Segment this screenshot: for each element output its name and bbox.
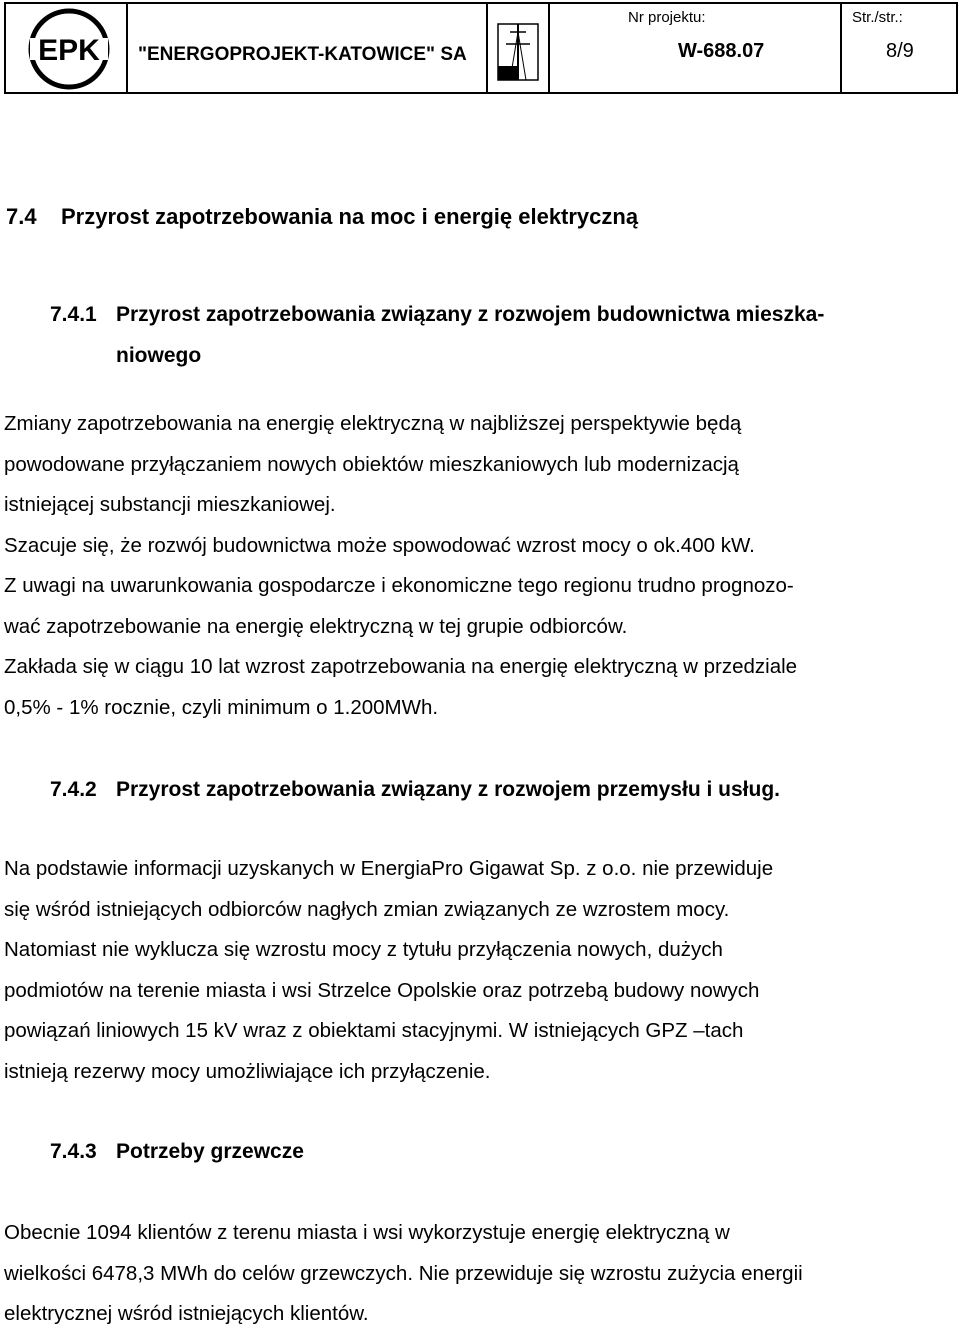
paragraph-industry: [4, 849, 916, 1092]
subsection-title-line: Przyrost zapotrzebowania związany z rozwojem budownictwa mieszka-: [116, 303, 825, 326]
text-line: Zmiany zapotrzebowania na energię elektryczną w najbliższej perspektywie będą: [4, 412, 742, 435]
epk-logo: [26, 8, 112, 90]
subsection-title: Przyrost zapotrzebowania związany z rozwojem przemysłu i usług.: [116, 778, 780, 801]
text-line: Natomiast nie wyklucza się wzrostu mocy z tytułu przyłączenia nowych, dużych: [4, 938, 723, 961]
text-line: Na podstawie informacji uzyskanych w EnergiaPro Gigawat Sp. z o.o. nie przewiduje: [4, 857, 774, 880]
text-line: istniejącej substancji mieszkaniowej.: [4, 493, 336, 516]
text-line: Z uwagi na uwarunkowania gospodarcze i ekonomiczne tego regionu trudno prognozo-: [4, 574, 794, 597]
subsection-title: Potrzeby grzewcze: [116, 1140, 304, 1163]
section-title: Przyrost zapotrzebowania na moc i energię elektryczną: [61, 204, 639, 229]
page-cell: [842, 4, 956, 92]
page-label: Str./str.:: [852, 9, 903, 26]
project-number: W-688.07: [678, 40, 765, 62]
text-line: elektrycznej wśród istniejących klientów.: [4, 1302, 369, 1325]
project-label: Nr projektu:: [628, 9, 706, 26]
section-number: 7.4: [6, 204, 37, 229]
document-header: [4, 2, 958, 94]
subsection-heading-3: [50, 1140, 304, 1164]
text-line: Szacuje się, że rozwój budownictwa może spowodować wzrost mocy o ok.400 kW.: [4, 533, 755, 557]
logo-cell: [6, 4, 128, 92]
text-line: podmiotów na terenie miasta i wsi Strzelce Opolskie oraz potrzebą budowy nowych: [4, 978, 760, 1002]
section-heading: [6, 204, 638, 230]
paragraph-housing: [4, 404, 916, 728]
subsection-heading-1: [50, 294, 860, 376]
text-line: wać zapotrzebowanie na energię elektryczną w tej grupie odbiorców.: [4, 614, 628, 638]
page-number: 8/9: [886, 40, 914, 62]
text-line: się wśród istniejących odbiorców nagłych zmian związanych ze wzrostem mocy.: [4, 897, 730, 921]
tower-emblem-icon: [496, 22, 540, 84]
svg-text:EPK: EPK: [38, 34, 100, 67]
subsection-number: 7.4.3: [50, 1140, 97, 1163]
subsection-heading-2: [50, 778, 780, 802]
text-line: Zakłada się w ciągu 10 lat wzrost zapotrzebowania na energię elektryczną w przedziale: [4, 655, 798, 678]
company-cell: [128, 4, 488, 92]
text-line: 0,5% - 1% rocznie, czyli minimum o 1.200MWh.: [4, 695, 439, 719]
text-line: wielkości 6478,3 MWh do celów grzewczych. Nie przewiduje się wzrostu zużycia energii: [4, 1261, 803, 1285]
text-line: powiązań liniowych 15 kV wraz z obiektami stacyjnymi. W istniejących GPZ –tach: [4, 1019, 744, 1042]
mark-cell: [488, 4, 550, 92]
text-line: Obecnie 1094 klientów z terenu miasta i wsi wykorzystuje energię elektryczną w: [4, 1221, 730, 1244]
company-name: "ENERGOPROJEKT-KATOWICE" SA: [138, 44, 467, 65]
text-line: istnieją rezerwy mocy umożliwiające ich przyłączenie.: [4, 1059, 491, 1083]
subsection-number: 7.4.1: [50, 303, 97, 326]
text-line: powodowane przyłączaniem nowych obiektów mieszkaniowych lub modernizacją: [4, 452, 739, 476]
project-cell: [550, 4, 842, 92]
subsection-title-line: niowego: [116, 344, 202, 367]
paragraph-heating: [4, 1213, 916, 1335]
subsection-number: 7.4.2: [50, 778, 97, 801]
